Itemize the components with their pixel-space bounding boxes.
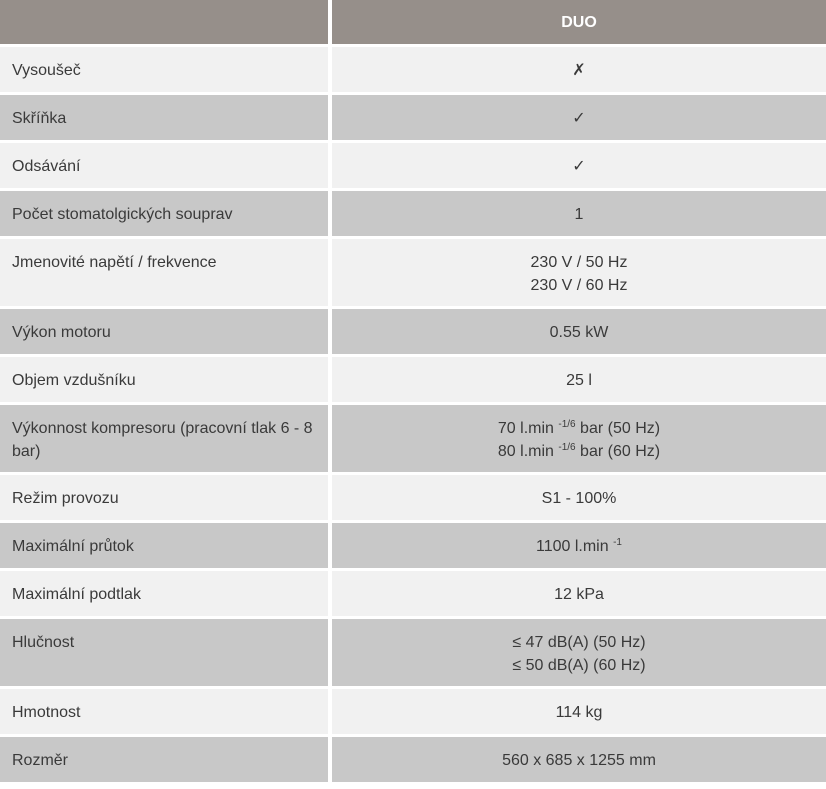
spec-label: Hmotnost — [0, 689, 328, 734]
spec-value — [332, 143, 826, 188]
spec-value-text: S1 - 100% — [541, 490, 617, 507]
spec-value-text: ≤ 47 dB(A) (50 Hz) — [512, 634, 646, 651]
spec-value-suffix: bar (50 Hz) — [575, 420, 661, 437]
spec-value-line — [332, 251, 826, 274]
spec-value-line — [332, 59, 826, 82]
spec-label: Jmenovité napětí / frekvence — [0, 239, 328, 306]
spec-value-suffix: bar (60 Hz) — [575, 443, 661, 460]
spec-value — [332, 571, 826, 616]
spec-value-text: ✓ — [572, 158, 586, 175]
spec-value-text: 230 V / 60 Hz — [530, 277, 628, 294]
spec-label: Počet stomatolgických souprav — [0, 191, 328, 236]
spec-value-line — [332, 321, 826, 344]
spec-value-line — [332, 274, 826, 297]
spec-label: Maximální podtlak — [0, 571, 328, 616]
spec-value-line — [332, 417, 826, 440]
spec-label: Odsávání — [0, 143, 328, 188]
spec-value-line — [332, 749, 826, 772]
spec-value-line — [332, 701, 826, 724]
spec-value-line — [332, 155, 826, 178]
spec-value-line — [332, 583, 826, 606]
header-model-name: DUO — [332, 0, 826, 44]
spec-value-line — [332, 107, 826, 130]
spec-value-line — [332, 631, 826, 654]
spec-value — [332, 405, 826, 472]
spec-label: Výkonnost kompresoru (pracovní tlak 6 - 8 bar) — [0, 405, 328, 472]
spec-value-line — [332, 487, 826, 510]
spec-label: Výkon motoru — [0, 309, 328, 354]
spec-value-text: ✗ — [572, 62, 586, 79]
spec-value-text: 80 l.min — [497, 443, 559, 460]
spec-value — [332, 95, 826, 140]
spec-value-text: 114 kg — [555, 704, 603, 721]
spec-value-text: 12 kPa — [554, 586, 604, 603]
unit-exponent: -1/6 — [558, 442, 576, 453]
spec-value — [332, 475, 826, 520]
spec-label: Rozměr — [0, 737, 328, 782]
spec-value-text: ≤ 50 dB(A) (60 Hz) — [512, 657, 646, 674]
spec-label: Maximální průtok — [0, 523, 328, 568]
spec-label: Hlučnost — [0, 619, 328, 686]
spec-value-line — [332, 654, 826, 677]
spec-label: Vysoušeč — [0, 47, 328, 92]
spec-value-text: 1100 l.min — [536, 538, 614, 555]
spec-value-line — [332, 203, 826, 226]
spec-value — [332, 689, 826, 734]
spec-label: Skříňka — [0, 95, 328, 140]
spec-value-text: 230 V / 50 Hz — [530, 254, 628, 271]
spec-value-line — [332, 440, 826, 463]
spec-value-text: 70 l.min — [497, 420, 559, 437]
spec-label: Objem vzdušníku — [0, 357, 328, 402]
spec-value-text: 560 x 685 x 1255 mm — [502, 752, 656, 769]
spec-value — [332, 619, 826, 686]
unit-exponent: -1/6 — [558, 419, 576, 430]
spec-value — [332, 191, 826, 236]
spec-value — [332, 523, 826, 568]
spec-value-text: 0.55 kW — [549, 324, 609, 341]
spec-value — [332, 357, 826, 402]
spec-value — [332, 239, 826, 306]
spec-value — [332, 47, 826, 92]
spec-value-text: 25 l — [566, 372, 592, 389]
spec-value — [332, 309, 826, 354]
spec-value-text: 1 — [574, 206, 584, 223]
unit-exponent: -1 — [613, 537, 622, 548]
spec-label: Režim provozu — [0, 475, 328, 520]
header-label-cell — [0, 0, 328, 44]
spec-value-text: ✓ — [572, 110, 586, 127]
spec-value — [332, 737, 826, 782]
spec-value-line — [332, 535, 826, 558]
spec-value-line — [332, 369, 826, 392]
